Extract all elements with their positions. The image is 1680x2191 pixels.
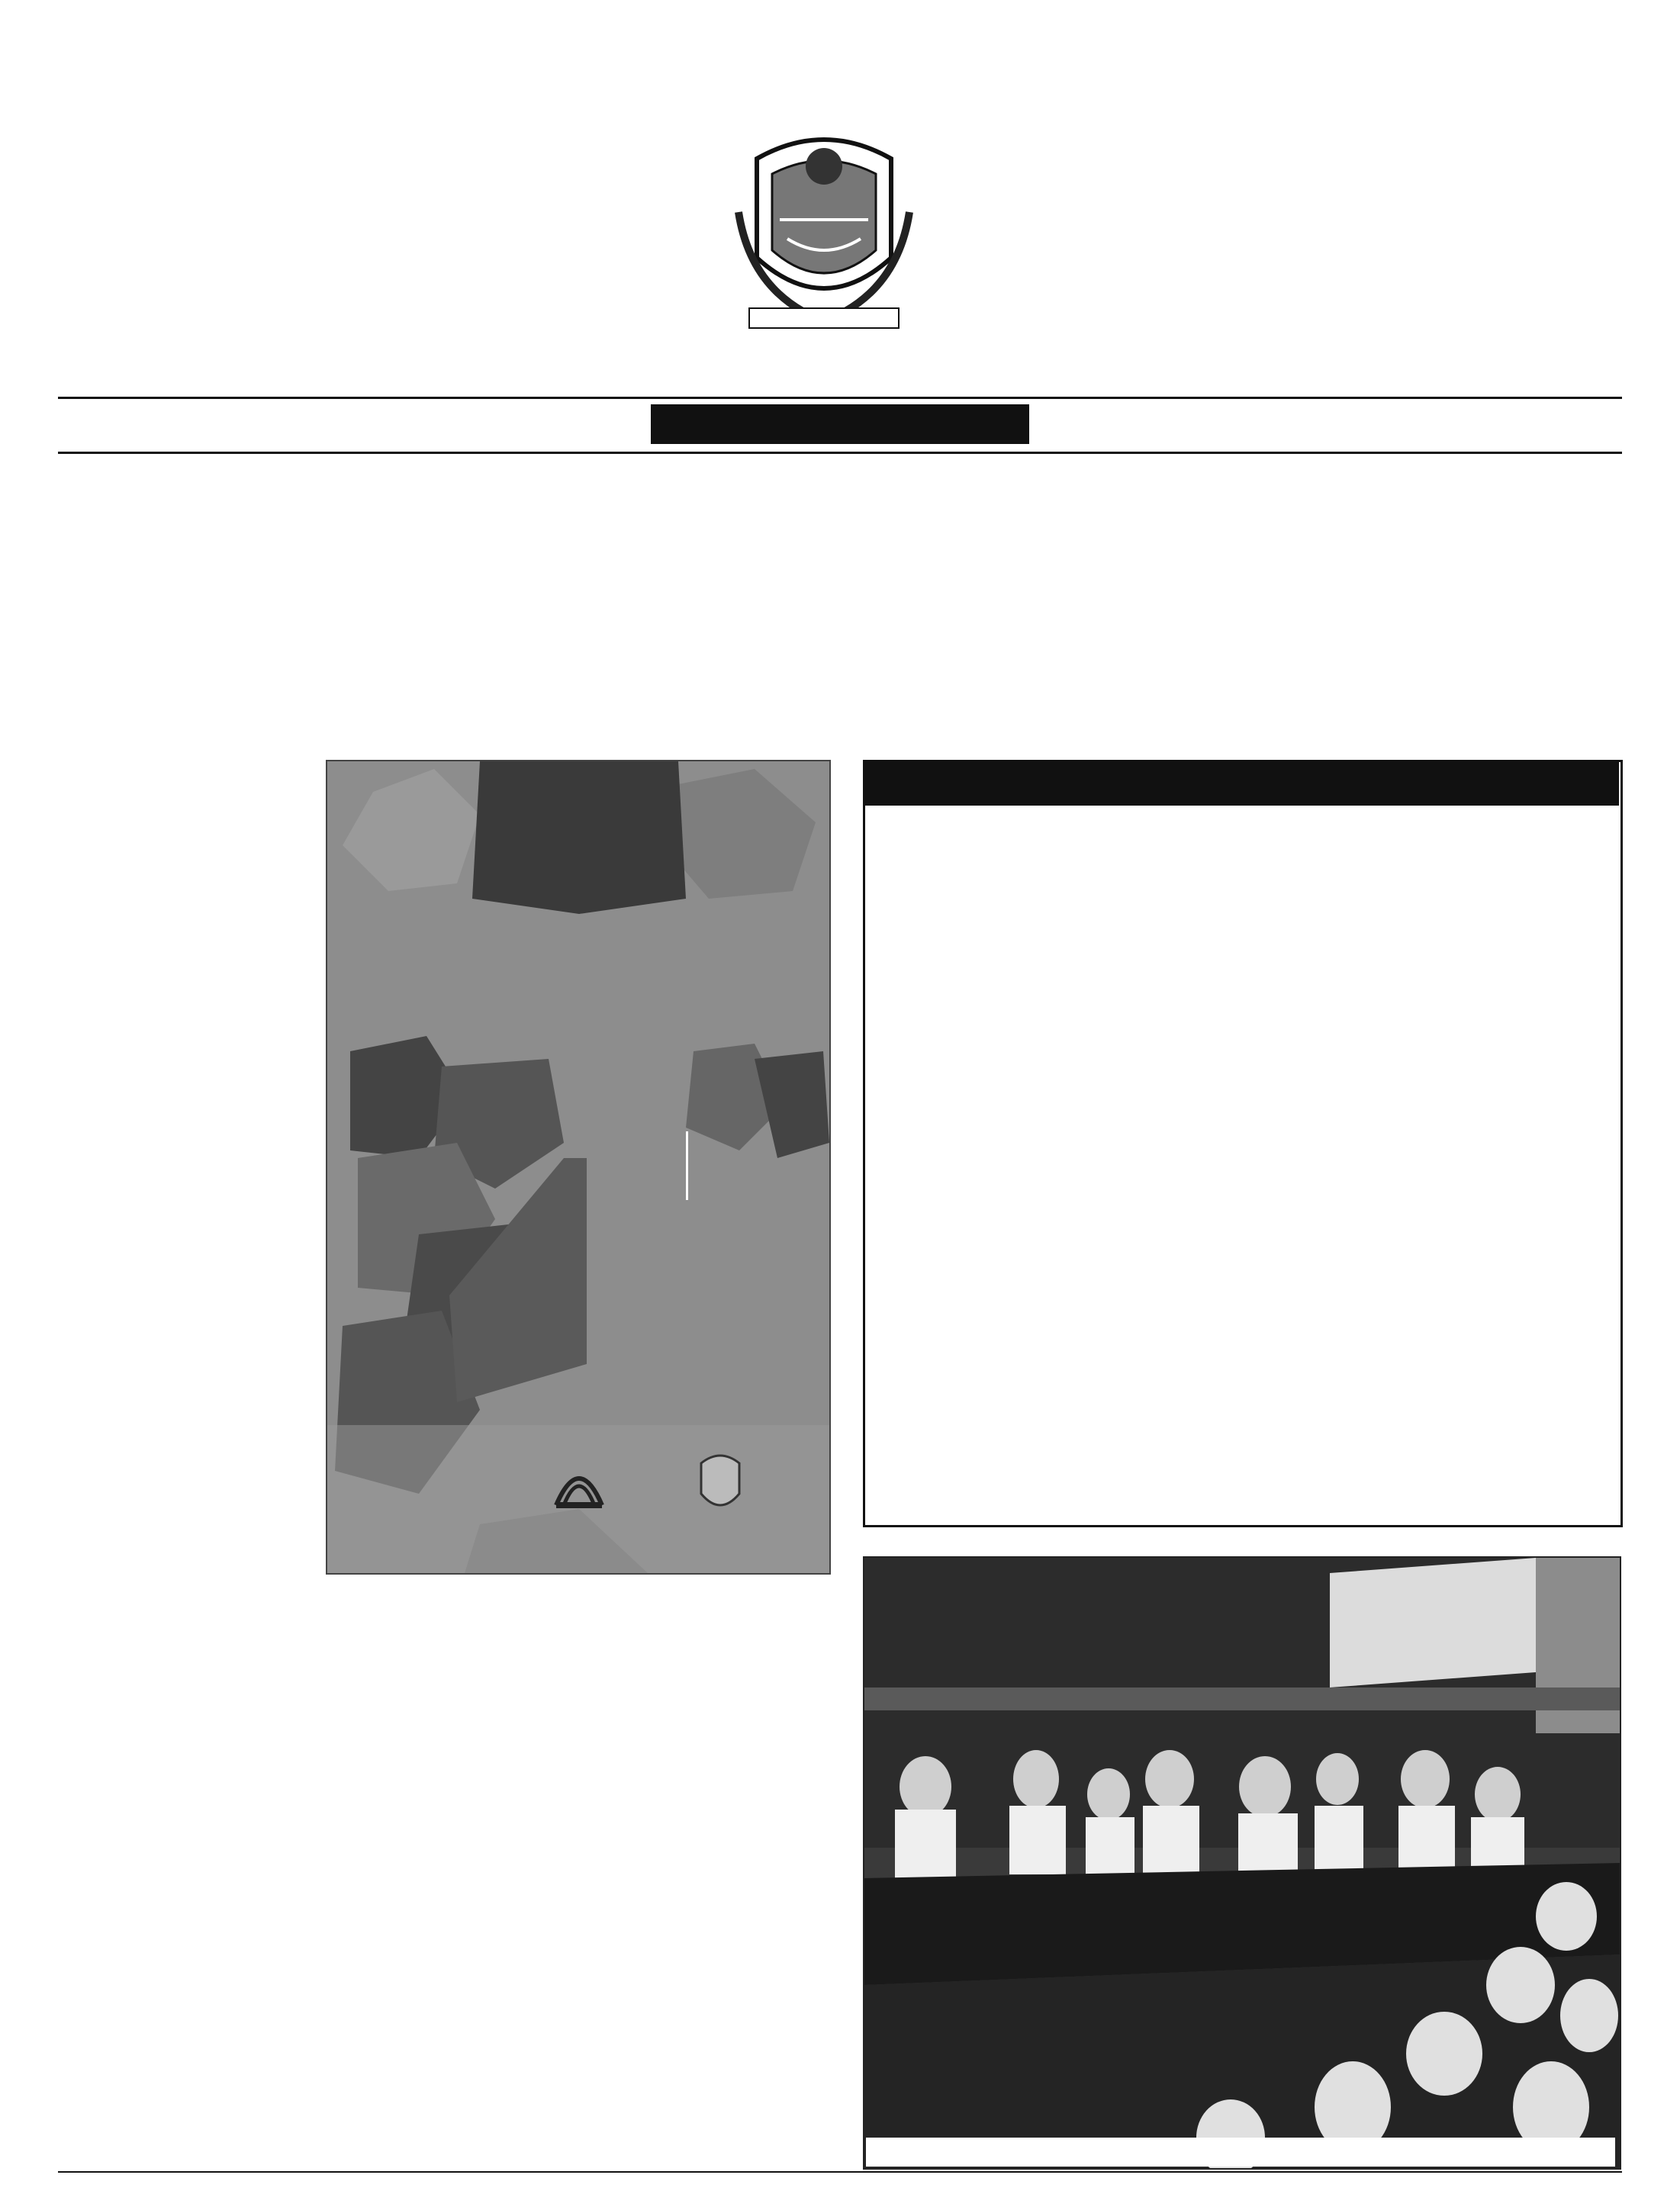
side-story-kicker	[864, 761, 1619, 806]
digital-signature-seal	[58, 2176, 465, 2189]
article-column-1	[58, 1593, 294, 1596]
poster-divider	[686, 1131, 688, 1200]
masthead-rule-top	[58, 397, 1622, 399]
audience-photo	[863, 1556, 1621, 2170]
photo-caption	[866, 2138, 1615, 2167]
footer-rule	[58, 2171, 1622, 2173]
section-label	[651, 404, 1029, 444]
masthead-rule-bottom	[58, 452, 1622, 454]
radio-alepe-logo-icon	[549, 1452, 610, 1513]
state-crest	[734, 128, 914, 333]
side-story-box	[863, 760, 1623, 1527]
assembly-crest-icon	[694, 1448, 747, 1517]
event-poster	[326, 760, 831, 1575]
photo-scene	[864, 1558, 1620, 2168]
